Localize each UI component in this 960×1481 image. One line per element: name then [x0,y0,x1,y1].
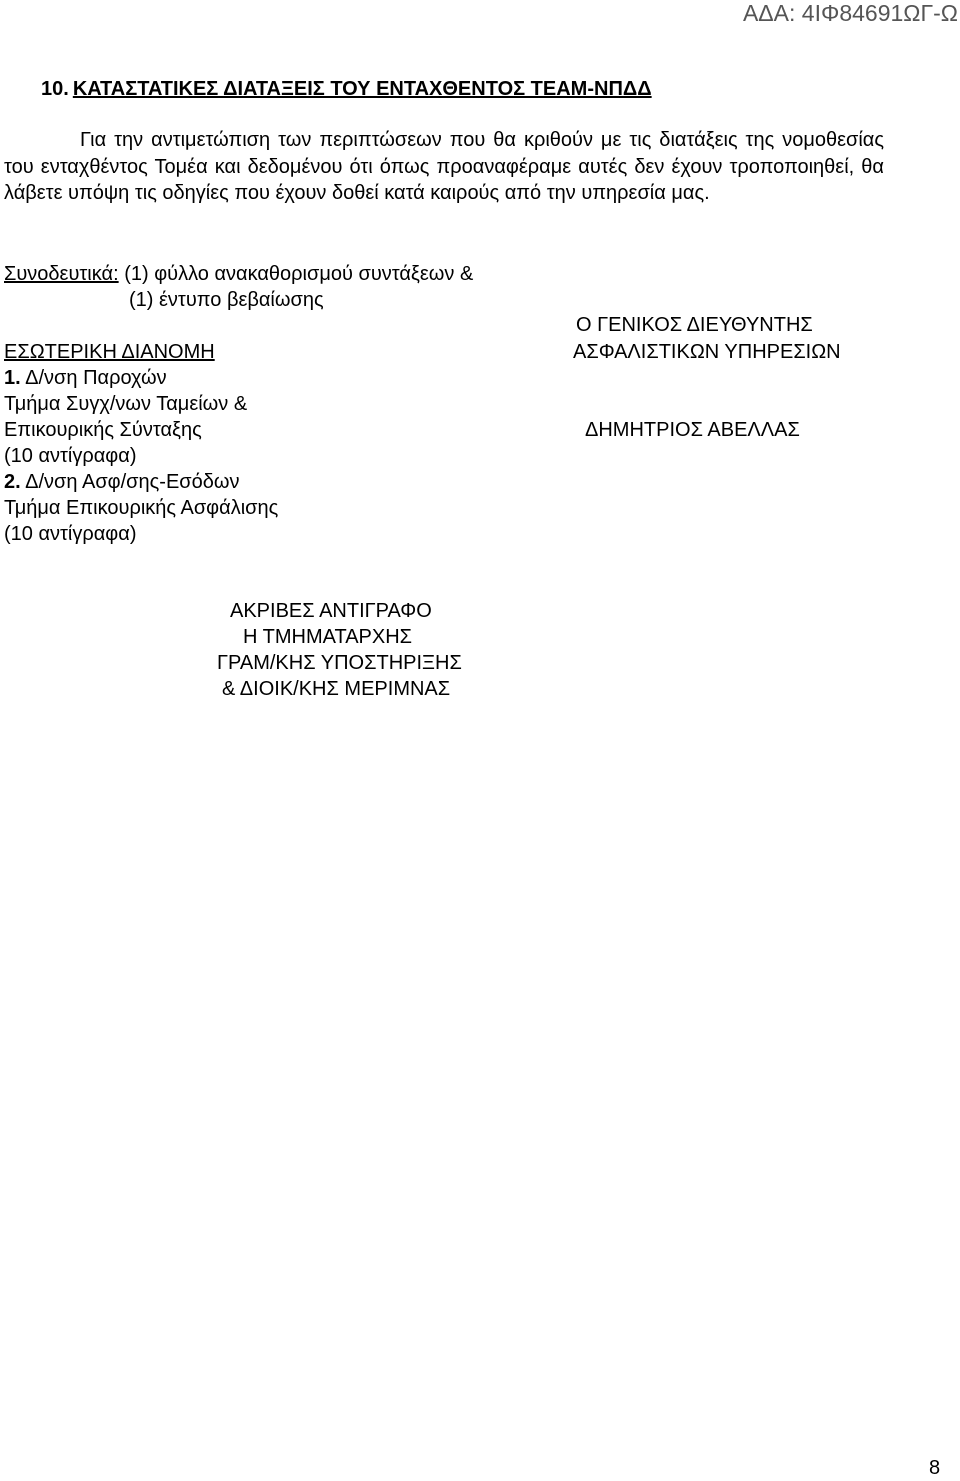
certified-copy-line3: ΓΡΑΜ/ΚΗΣ ΥΠΟΣΤΗΡΙΞΗΣ [217,652,462,674]
distribution-item1-dept: Δ/νση Παροχών [20,367,167,389]
distribution-item2-line2: Τμήμα Επικουρικής Ασφάλισης [4,497,279,519]
section-paragraph: Για την αντιμετώπιση των περιπτώσεων που θα κριθούν με τις διατάξεις της νομοθεσίας του ενταχθέντος Τομέα και δεδομένου ότι όπως προαναφέραμε αυτές δεν έχουν τροποποιηθεί, θα λάβετε υπόψη τις οδηγίες που έχουν δοθεί κατά καιρούς από την υπηρεσία μας. [4,129,884,204]
certified-copy-line1: ΑΚΡΙΒΕΣ ΑΝΤΙΓΡΑΦΟ [230,600,432,622]
signature-title-line2: ΑΣΦΑΛΙΣΤΙΚΩΝ ΥΠΗΡΕΣΙΩΝ [573,341,841,363]
distribution-item1-line1 [4,367,167,390]
section-title: ΚΑΤΑΣΤΑΤΙΚΕΣ ΔΙΑΤΑΞΕΙΣ ΤΟΥ ΕΝΤΑΧΘΕΝΤΟΣ ΤΕΑΜ-ΝΠΔΔ [72,78,652,100]
attachments-line1 [4,263,473,286]
certified-copy-line2: Η ΤΜΗΜΑΤΑΡΧΗΣ [243,626,413,648]
attachments-label: Συνοδευτικά: [4,263,119,285]
distribution-item1-line3: Επικουρικής Σύνταξης [4,419,202,441]
section-heading [41,78,652,101]
certified-copy-line4: & ΔΙΟΙΚ/ΚΗΣ ΜΕΡΙΜΝΑΣ [222,678,451,700]
ada-code: ΑΔΑ: 4ΙΦ84691ΩΓ-Ω [742,0,958,26]
distribution-item2-number: 2. [4,471,21,493]
distribution-item1-line4: (10 αντίγραφα) [4,445,137,467]
distribution-item2-line3: (10 αντίγραφα) [4,523,137,545]
signature-name: ΔΗΜΗΤΡΙΟΣ ΑΒΕΛΛΑΣ [585,419,800,441]
distribution-item1-line2: Τμήμα Συγχ/νων Ταμείων & [4,393,248,415]
distribution-item1-number: 1. [4,367,21,389]
signature-title-line1: Ο ΓΕΝΙΚΟΣ ΔΙΕΥΘΥΝΤΗΣ [576,314,813,336]
distribution-item2-dept: Δ/νση Ασφ/σης-Εσόδων [20,471,240,493]
attachments-item2: (1) έντυπο βεβαίωσης [129,289,324,311]
attachments-item1: (1) φύλλο ανακαθορισμού συντάξεων & [118,263,474,285]
distribution-item2-line1 [4,471,240,494]
page-number: 8 [929,1457,941,1479]
distribution-heading: ΕΣΩΤΕΡΙΚΗ ΔΙΑΝΟΜΗ [4,341,215,363]
section-number: 10. [41,78,69,100]
